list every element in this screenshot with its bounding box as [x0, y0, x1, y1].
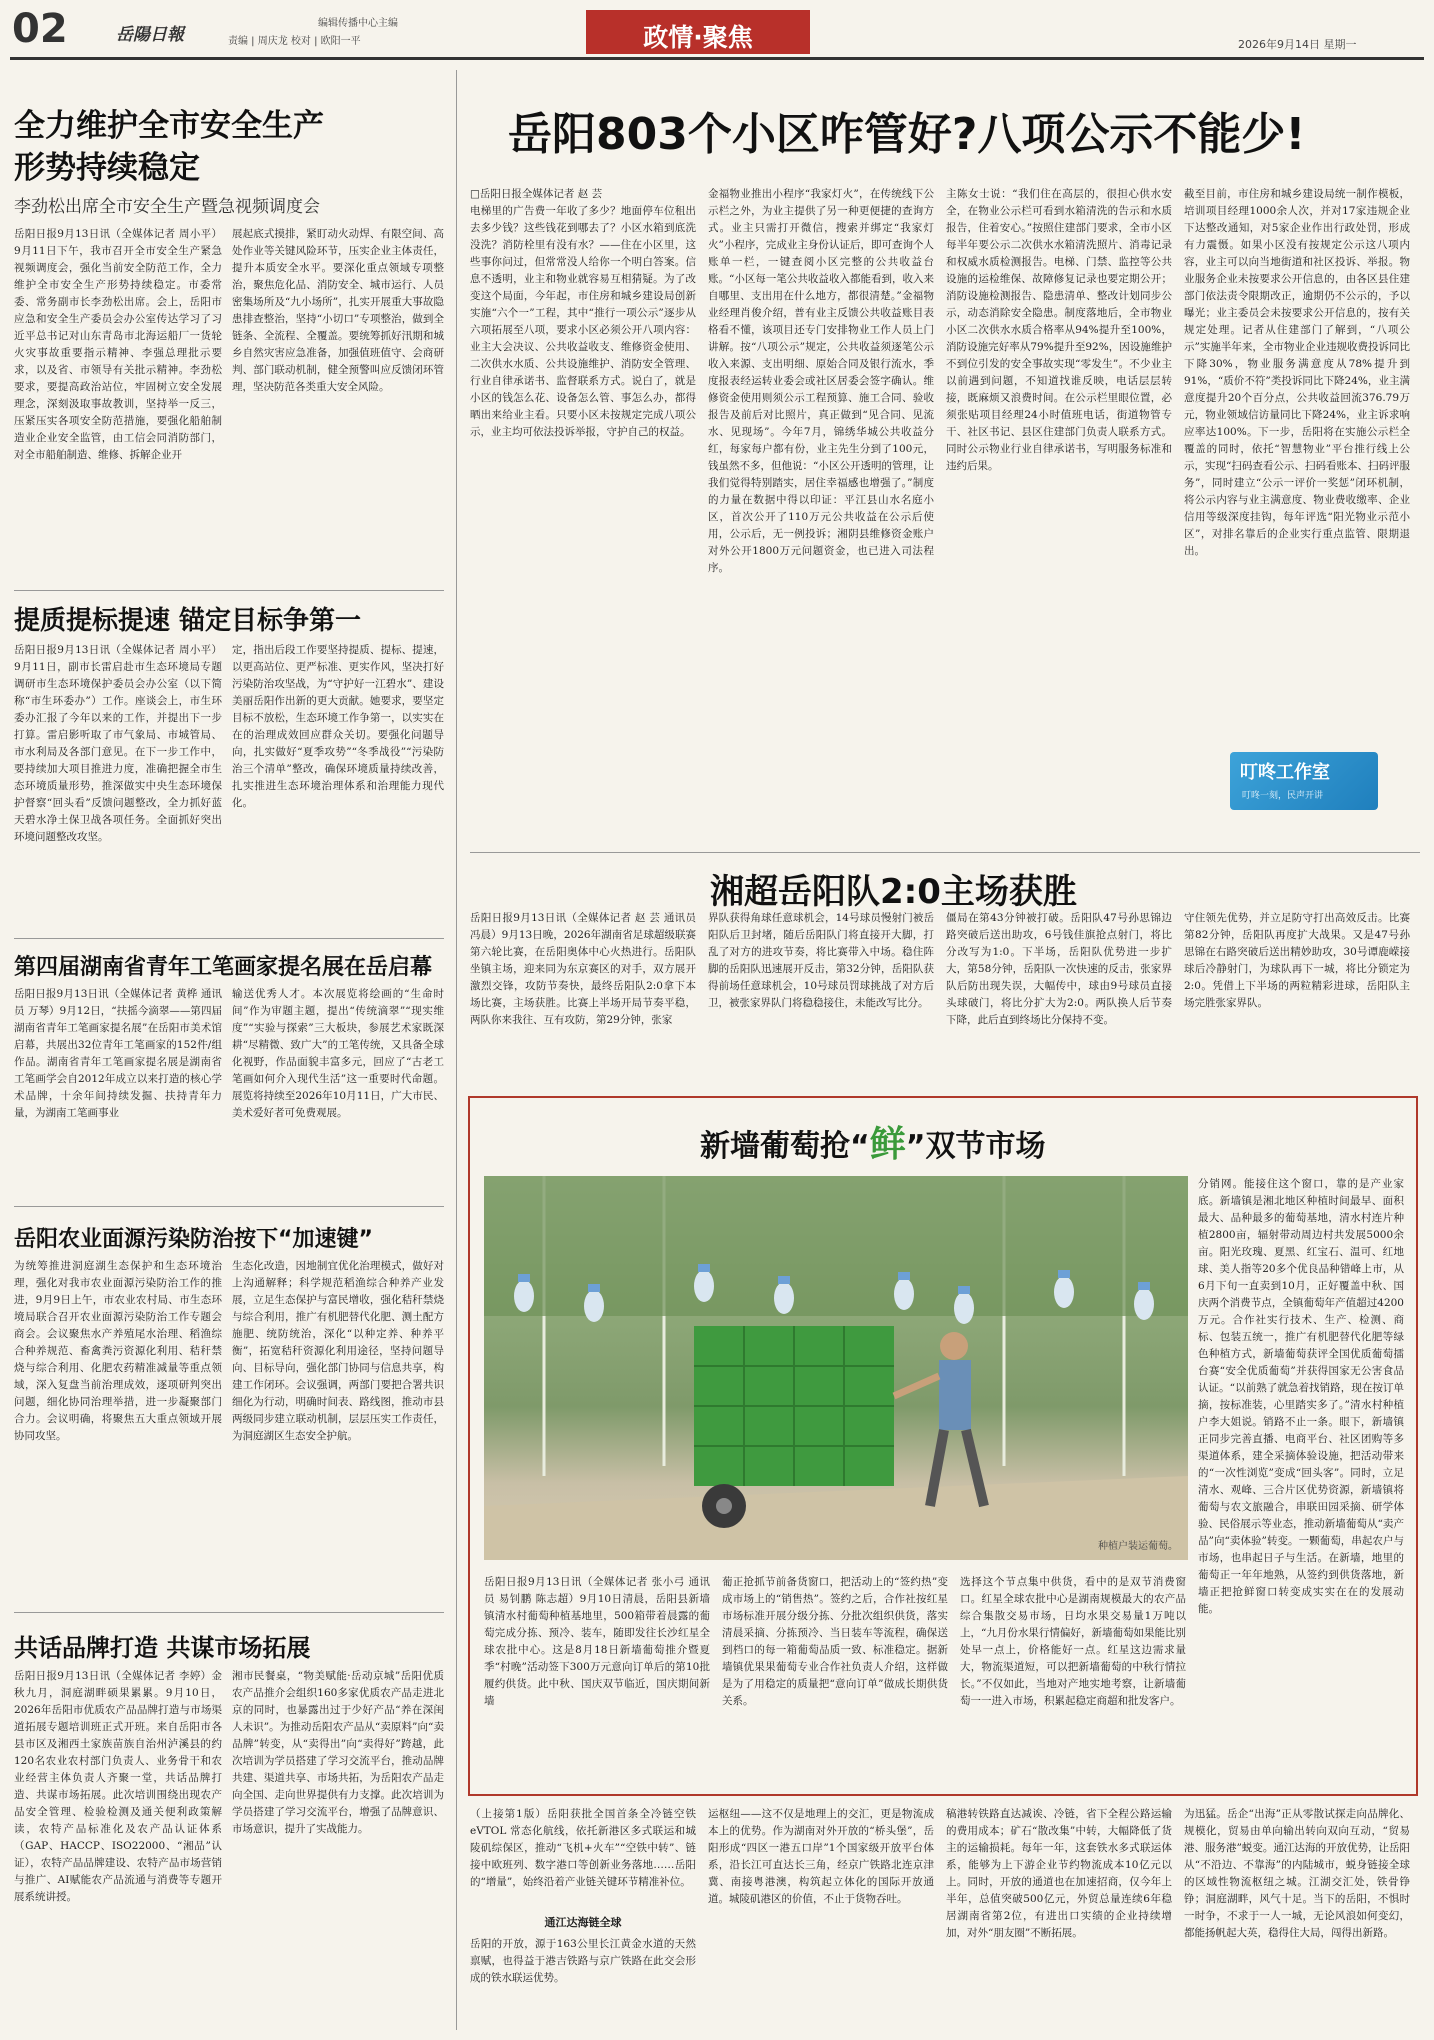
grape-headline-accent: 鲜	[869, 1124, 906, 1165]
staff-credits: 责编 | 周庆龙 校对 | 欧阳一平	[228, 36, 361, 47]
section-title: 政情·聚焦	[643, 23, 753, 52]
soccer-col2: 界队获得角球任意球机会，14号球员慢射门被岳阳队后卫封堵，随后岳阳队门将直接开大脚，打乱了对方的进攻节奏，将比赛带入中场。稳住阵脚的岳阳队迅速展开反击，第32分钟，岳阳队获得前场任意球机会，10号球员罚球挑战了对方后卫，被张家界队门将稳稳接住，未能改写比分。	[708, 912, 934, 1009]
safety-subhead: 李劲松出席全市安全生产暨急视频调度会	[14, 197, 320, 217]
ecology-col2: 定，指出后段工作要坚持提质、提标、提速，以更高站位、更严标准、更实作风，坚决打好污染防治攻坚战，为“守护好一江碧水”、建设美丽岳阳作出新的更大贡献。她要求，要坚定目标不放松，生态环境工作争第一，以实实在在的治理成效回应群众关切。要强化问题导向，扎实做好“夏季攻势”“冬季战役”“污染防治三个清单”整改，确保环境质量持续改善，扎实推进生态环境治理体系和治理能力现代化。	[232, 644, 444, 809]
grape-col4: 分销网。能接住这个窗口，靠的是产业家底。新墙镇是湘北地区种植时间最早、面积最大、品种最多的葡萄基地，清水村连片种植2800亩，辐射带动周边村共发展5000余亩。阳光玫瑰、夏黑、红宝石、温可、红地球、美人指等20多个优良品种错峰上市，从6月下旬一直卖到10月，正好覆盖中秋、国庆两个消费节点，全镇葡萄年产值超过4200万元。合作社实行技术、生产、检测、商标、包装五统一，推广有机肥替代化肥等绿色种植方式，新墙葡萄获评全国优质葡萄擂台赛“安全优质葡萄”并获得国家无公害食品认证。“以前熟了就急着找销路，现在按订单摘，按标准装，心里踏实多了。”清水村种植户李大姐说。销路不止一条。眼下，新墙镇正同步完善直播、电商平台、社区团购等多渠道体系，建全采摘体验设施，把活动带来的“一次性浏览”变成“回头客”。同时，立足清水、观峰、三合片区优势资源，新墙镇将葡萄与农文旅融合，串联田园采摘、研学体验、民俗展示等业态，推动新墙葡萄从“卖产品”向“卖体验”转变。一颗葡萄，串起农户与市场，也串起日子与生活。在新墙，地里的葡萄正一年年地熟，从签约到供货落地，新墙正把抢鲜窗口转变成实实在在的发展动能。	[1198, 1178, 1404, 1615]
grape-headline-suffix: ”双节市场	[905, 1129, 1046, 1164]
divider	[14, 938, 444, 939]
agriculture-headline: 岳阳农业面源污染防治按下“加速键”	[14, 1227, 373, 1252]
divider	[14, 590, 444, 591]
soccer-col1: 岳阳日报9月13日讯（全媒体记者 赵 芸 通讯员 冯晨）9月13日晚，2026年湖南省足球超级联赛第六轮比赛，在岳阳奥体中心火热进行。岳阳队坐镇主场，迎来同为东京赛区的对手，双方展开激烈交锋，攻防节奏快，最终岳阳队2:0拿下本场比赛，主场获胜。比赛上半场开局节奏平稳，两队你来我往、互有攻防，第29分钟，张家	[470, 912, 696, 1026]
agriculture-col2: 生态化改造，因地制宜优化治理模式，做好对上沟通解释；科学规范稻渔综合种养产业发展，立足生态保护与富民增收，强化秸秆禁烧与综合利用，推广有机肥替代化肥、测土配方施肥、统防统治，深化“以种定养、种养平衡”，拓宽秸秆资源化利用途径，坚持问题导向、目标导向，强化部门协同与信息共享，构建工作闭环。会议强调，两部门要把合署共识细化为行动，明确时间表、路线图，推动市县两级同步建立联动机制，层层压实工作责任，为洞庭湖区生态安全护航。	[232, 1260, 444, 1442]
photo-caption: 种植户装运葡萄。	[1098, 1541, 1178, 1552]
grape-headline	[700, 1116, 1045, 1167]
page-number: 02	[12, 6, 68, 52]
bottom-col2: 运枢纽——这不仅是地理上的交汇，更是物流成本上的优势。作为湖南对外开放的“桥头堡”，岳阳形成“四区一港五口岸”1个国家级开放平台体系，沿长江可直达长三角，经京广铁路北连京津冀、南接粤港澳，构筑起立体化的国际开放通道。城陵矶港区的价值，不止于货物吞吐。	[708, 1808, 934, 1905]
issue-date: 2026年9月14日 星期一	[1238, 38, 1357, 51]
community-col2: 金福物业推出小程序“我家灯火”，在传统线下公示栏之外，为业主提供了另一种更便捷的查询方式。业主只需打开微信，搜索并绑定“我家灯火”小程序，完成业主身份认证后，即可查询个人账单一栏，一键查阅小区完整的公共收益台账。“小区每一笔公共收益收入都能看到，收入来自哪里、支出用在什么地方，都很清楚。”金福物业经理肖俊介绍，普有业主反馈公共收益账目表格看不懂，该项目还专门安排物业工作人员上门讲解。按“八项公示”规定，公共收益须逐笔公示收入来源、支出明细、原始合同及银行流水，季度报表经运转业委会或社区居委会签字确认。维修资金使用则须公示工程预算、施工合同、验收报告及前后对比照片，真正做到“见合同、见流水、见现场”。今年7月，锦绣华城公共收益分红，每家每户都有份，业主先生分到了100元，钱虽然不多，但他说：“小区公开透明的管理，让我们觉得特别踏实，居住幸福感也增强了。”制度的力量在数据中得以印证：平江县山水名庭小区，首次公开了110万元公共收益在公示后使用，公示后，无一例投诉；湘阴县维修资金账户对外公开1800万元问题资金，也已进入司法程序。	[708, 188, 934, 574]
bottom-col3: 稿港转铁路直达减诶、冷链，省下全程公路运输的费用成本；矿石“散改集”中转，大幅降低了货主的运输损耗。每年一年，这套铁水多式联运体系，能够为上下游企业节约物流成本10亿元以上。同时，开放的通道也在加速招商，仅今年上半年，总值突破500亿元，外贸总量连续6年稳居湖南省第2位，有进出口实绩的企业持续增加，对外“朋友圈”不断拓展。	[946, 1808, 1172, 1939]
paper-name: 岳陽日報	[116, 25, 184, 45]
ecology-col1: 岳阳日报9月13日讯（全媒体记者 周小平）9月11日，副市长雷启赴市生态环境局专题调研市生态环境保护委员会办公室（以下简称“市生环委办”）工作。座谈会上，市生环委办汇报了今年以来的工作，并提出下一步打算。雷启影听取了市气象局、市城管局、市水利局及各部门意见。在下一步工作中，要持续加大项目推进力度，准确把握全市生态环境质量形势，推深做实中央生态环境保护督察“回头看”反馈问题整改，全力抓好蓝天碧水净土保卫战各项任务。全面抓好突出环境问题整改攻坚。	[14, 644, 222, 843]
bottom-col4: 为迅猛。岳企“出海”正从零散试探走向品牌化、规模化，贸易由单向输出转向双向互动，“贸易港、服务港”蜕变。通江达海的开放优势，让岳阳从“不沿边、不靠海”的内陆城市，蜕身链接全球的区域性物流枢纽之城。江湖交汇处，铁骨铮铮；洞庭湖畔，风气十足。当下的岳阳，不惧时一时争，不求于一人一城，无论风浪如何变幻，都能扬帆起大英，稳得住大局，闯得出新路。	[1184, 1808, 1410, 1939]
grape-photo	[484, 1176, 1188, 1560]
art-col1: 岳阳日报9月13日讯（全媒体记者 黄桦 通讯员 万琴）9月12日，“扶摇今滴翠——第四届湖南省青年工笔画家提名展”在岳阳市美术馆启幕，共展出32位青年工笔画家的152件/组作品。湖南省青年工笔画家提名展是湖南省工笔画学会自2012年成立以来打造的核心学术品牌，十余年间持续发掘、扶持青年力量，为湖南工笔画事业	[14, 988, 222, 1119]
grape-col1: 岳阳日报9月13日讯（全媒体记者 张小弓 通讯员 易钊鹏 陈志超）9月10日清晨，岳阳县新墙镇清水村葡萄种植基地里，500箱带着晨露的葡萄完成分拣、预冷、装车，随即发往长沙红星全球农批中心。这是8月18日新墙葡萄推介暨夏季“村晚”活动签下300万元意向订单后的第10批履约供货。此中秋、国庆双节临近，国庆期间新墙	[484, 1576, 710, 1707]
divider	[14, 1206, 444, 1207]
masthead	[0, 0, 1434, 62]
community-headline: 岳阳803个小区咋管好?八项公示不能少!	[508, 109, 1306, 160]
brand-headline: 共话品牌打造 共谋市场拓展	[14, 1634, 311, 1662]
grape-col2: 葡正抢抓节前备货窗口，把活动上的“签约热”变成市场上的“销售热”。签约之后，合作社按红星市场标准开展分级分拣、分批次组织供货，落实清晨采摘、分拣预冷、当日装车等流程，确保送到档口的每一箱葡萄品质一致、标准稳定。据新墙镇优果果葡萄专业合作社负责人介绍，这样做是为了用稳定的质量把“意向订单”做成长期供货关系。	[722, 1576, 948, 1707]
ding-dong-studio-logo	[1230, 752, 1378, 810]
soccer-col4: 守住领先优势，并立足防守打出高效反击。比赛第82分钟，岳阳队再度扩大战果。又是47号孙思锦在右路突破后送出精妙助攻，30号谭鹿嵘接球后冷静射门，为球队再下一城，将比分锁定为2:0。凭借上下半场的两粒精彩进球，岳阳队主场完胜张家界队。	[1184, 912, 1410, 1009]
safety-col1: 岳阳日报9月13日讯（全媒体记者 周小平）9月11日下午，我市召开全市安全生产紧急视频调度会，强化当前安全防范工作，全力维护全市安全生产形势持续稳定。市委常委、常务副市长李劲松出席。会上，岳阳市应急和安全生产委员会办公室传达学习了习近平总书记对山东青岛市北海运船厂一货轮火灾事故重要指示精神、李强总理批示要求，以及省、市领导有关批示精神。李劲松要求，要提高政治站位，牢固树立安全发展理念，深刻汲取事故教训，坚持举一反三，压紧压实各项安全防范措施，要强化船舶制造业企业安全监管，由工信会同消防部门，对全市船舶制造、维修、拆解企业开	[14, 228, 222, 461]
bottom-col1: （上接第1版）岳阳获批全国首条全冷链空铁 eVTOL 常态化航线，依托新港区多式联运和城陵矶综保区，推动“飞机+火车”“空铁中转”、链接中欧班列、数字港口等创新业务落地……岳阳的“增量”，始终沿着产业链关键环节精准补位。	[470, 1808, 696, 1888]
safety-col2: 展起底式摸排，紧盯动火动焊、有限空间、高处作业等关键风险环节，压实企业主体责任，提升本质安全水平。要深化重点领域专项整治，聚焦危化品、消防安全、城市运行、人员密集场所及“九小场所”，扎实开展重大事故隐患排查整治，坚持“小切口”专项整治，做到全链条、全流程、全覆盖。要统筹抓好汛期和城乡自然灾害应急准备，加强值班值守、会商研判、部门联动机制，健全预警叫应反馈闭环管理，坚决防范各类重大安全风险。	[232, 228, 444, 393]
editor-center: 编辑传播中心主编	[318, 18, 398, 29]
community-col4: 截至目前，市住房和城乡建设局统一制作模板，培训项目经理1000余人次，并对17家违规企业下达整改通知，对5家企业作出行政处罚，形成有力震慑。如果小区没有按规定公示这八项内容，业主可以向当地街道和社区投诉、举报。物业服务企业未按要求公开信息的，由各区县住建部门依法责令限期改正，逾期仍不公示的，予以曝光；业主委员会未按要求公开信息的，按有关规定处理。记者从住建部门了解到，“八项公示”实施半年来，全市物业企业违规收费投诉同比下降30%，物业服务满意度从78%提升到91%，“质价不符”类投诉同比下降24%，业主满意度提升20个百分点，公共收益回流376.79万元，物业领域信访量同比下降24%，业主诉求响应率达100%。下一步，岳阳将在实施公示栏全覆盖的同时，依托“智慧物业”平台推行线上公示，实现“扫码查看公示、扫码看账本、扫码评服务”，同时建立“公示一评价一奖惩”闭环机制，将公示内容与业主满意度、物业费收缴率、企业信用等级深度挂钩，每年评选“阳光物业示范小区”，对排名靠后的企业实行重点监管、限期退出。	[1184, 188, 1410, 557]
ecology-headline: 提质提标提速 锚定目标争第一	[14, 606, 362, 636]
community-col3: 主陈女士说：“我们住在高层的，很担心供水安全，在物业公示栏可看到水箱清洗的告示和水质报告，住着安心。”按照住建部门要求，全市小区每半年要公示二次供水水箱清洗照片、消毒记录和权威水质检测报告。电梯、门禁、监控等公共设施的运检维保、故障修复记录也要定期公开；消防设施检测报告、隐患清单、整改计划同步公示，动态消除安全隐患。制度落地后，全市物业小区二次供水水质合格率从94%提升至100%，消防设施完好率从79%提升至92%，因设施维护不到位引发的安全事故实现“零发生”。不少业主以前遇到问题，不知道找谁反映，电话层层转接，既麻烦又浪费时间。在公示栏里眼位置，必须张贴项目经理24小时值班电话，街道物管专干、社区书记、县区住建部门负责人联系方式。同时公示物业行业自律承诺书，写明服务标准和违约后果。	[946, 188, 1172, 472]
agriculture-col1: 为统筹推进洞庭湖生态保护和生态环境治理，强化对我市农业面源污染防治工作的推进，9月9日上午，市农业农村局、市生态环境局联合召开农业面源污染防治工作专题会商会。会议聚焦水产养殖尾水治理、稻渔综合种养规范、畜禽粪污资源化利用、秸秆禁烧与综合利用、化肥农药精准减量等重点领域，深入复盘当前治理成效，逐项研判突出问题，细化协同治理举措，进一步凝聚部门合力。会议明确，将聚焦五大重点领域开展协同攻坚。	[14, 1260, 222, 1442]
bottom-col1b: 岳阳的开放，源于163公里长江黄金水道的天然禀赋，也得益于港吉铁路与京广铁路在此交会形成的铁水联运优势。	[470, 1938, 696, 1984]
grape-col3: 选择这个节点集中供货，看中的是双节消费窗口。红星全球农批中心是湖南规模最大的农产品综合集散交易市场，日均水果交易量1万吨以上，“九月份水果行情偏好，新墙葡萄如果能比别处早一点上，价格能好一点。红星这边需求量大，物流渠道短，可以把新墙葡萄的中秋行情拉长。”不仅如此，当地对产地实地考察，让新墙葡萄一一进入市场，积累起稳定商超和批发客户。	[960, 1576, 1186, 1707]
art-col2: 输送优秀人才。本次展览将绘画的“生命时间”作为审题主题，提出“传统滴翠”“现实维度”“实验与探索”三大板块，参展艺术家既深耕“尽精微、致广大”的工笔传统，又具备全球化视野，作品面貌丰富多元，回应了“古老工笔画如何介入现代生活”这一重要时代命题。展览将持续至2026年10月11日，广大市民、美术爱好者可免费观展。	[232, 988, 444, 1119]
community-col1: □岳阳日报全媒体记者 赵 芸 电梯里的广告费一年收了多少？地面停车位租出去多少钱？这些钱花到哪去了？小区水箱到底洗没洗？消防栓里有没有水？——住在小区里，这些事你问过，但常常没人给你一个明白答案。信息不透明，业主和物业就容易互相猜疑。为了改变这个局面，今年起，市住房和城乡建设局创新实施“六个一”工程，其中“推行一项公示”逐步从六项拓展至八项，要求小区必须公开八项内容：业主大会决议、公共收益收支、维修资金使用、二次供水水质、公共设施维护、消防安全管理、行业自律承诺书、监督联系方式。说白了，就是小区的钱怎么花、设备怎么管、事怎么办，都得晒出来给业主看。只要小区未按规定完成八项公示，业主均可依法投诉举报，守护自己的权益。	[470, 188, 696, 438]
art-headline: 第四届湖南省青年工笔画家提名展在岳启幕	[14, 955, 433, 980]
divider	[470, 852, 1420, 853]
soccer-headline: 湘超岳阳队2:0主场获胜	[710, 872, 1077, 912]
divider	[14, 1612, 444, 1613]
safety-headline-1: 全力维护全市安全生产	[14, 108, 324, 144]
brand-col2: 湘市民餐桌，“物美赋能·岳动京城”岳阳优质农产品推介会组织160多家优质农产品走进北京的同时，也暴露出过于少好产品“养在深闺人未识”。为推动岳阳农产品从“卖原料”向“卖品牌”转变，从“卖得出”向“卖得好”跨越，此次培训为学员搭建了学习交流平台，推动品牌共建、渠道共享、市场共拓，为岳阳农产品走向全国、走向世界提供有力支撑。此次培训为学员搭建了学习交流平台，增强了品牌意识、市场意识，提升了实战能力。	[232, 1670, 444, 1835]
brand-col1: 岳阳日报9月13日讯（全媒体记者 李婷）金秋九月，洞庭湖畔硕果累累。9月10日，2026年岳阳市优质农产品品牌打造与市场渠道拓展专题培训班正式开班。来自岳阳市各县市区及湘西土家族苗族自治州泸溪县的约120名农业农村部门负责人、业务骨干和农业经营主体负责人齐聚一堂，共话品牌打造、共谋市场拓展。此次培训围绕出现农产品安全管理、检验检测及通关便利政策解读，农特产品标准化及农产品认证体系（GAP、HACCP、ISO22000、“湘品”认证），农特产品品牌建设、农特产品市场营销与推广、AI赋能农产品流通与消费等专题开展系统讲授。	[14, 1670, 222, 1903]
soccer-col3: 僵局在第43分钟被打破。岳阳队47号孙思锦边路突破后送出助攻，6号钱佳旗抢点射门，将比分改写为1:0。下半场，岳阳队优势进一步扩大，第58分钟，岳阳队一次快速的反击，张家界队后防出现失误，大幅传中，球由9号球员直接头球破门，将比分扩大为2:0。两队换人后节奏下降，此后直到终场比分保持不变。	[946, 912, 1172, 1026]
logo-tagline: 叮咚一刻，民声开讲	[1242, 791, 1324, 801]
grape-headline-prefix: 新墙葡萄抢“	[700, 1129, 870, 1164]
logo-title: 叮咚工作室	[1240, 762, 1330, 783]
bottom-subhead: 通江达海链全球	[544, 1916, 622, 1929]
safety-headline-2: 形势持续稳定	[14, 150, 200, 186]
column-divider	[456, 70, 457, 2030]
header-rule	[10, 57, 1424, 60]
